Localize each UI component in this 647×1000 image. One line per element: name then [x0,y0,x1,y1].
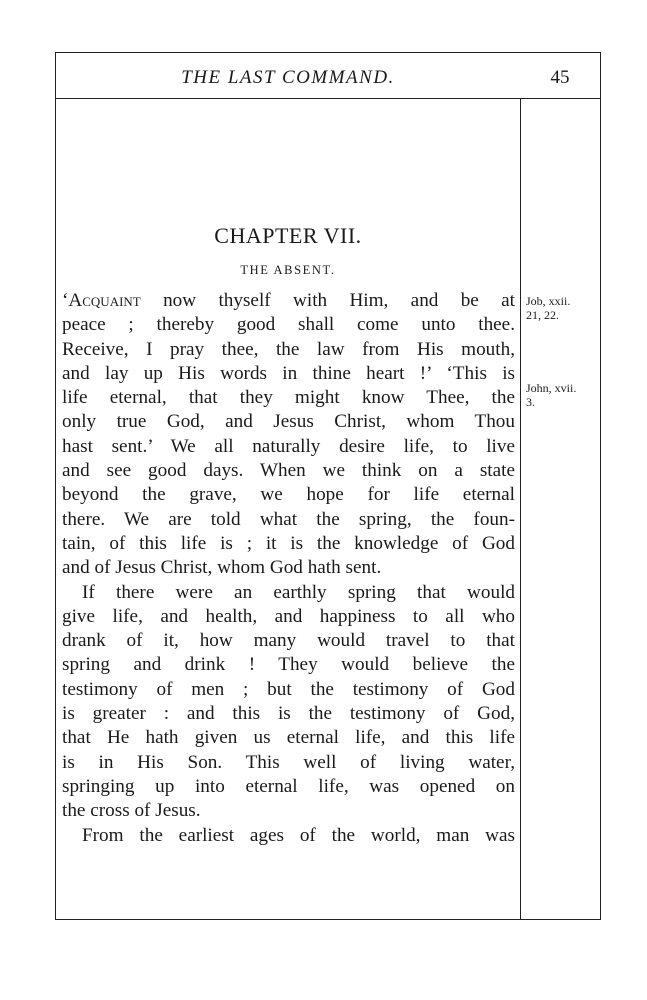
text-line: If there were an earthly spring that would [82,581,515,603]
margin-note-line: John, xvii. [526,381,577,395]
body-text [62,289,515,848]
text-line: beyond the grave, we hope for life eternal [62,484,515,506]
text-line: spring and drink ! They would believe the [62,654,515,676]
text-line: that He hath given us eternal life, and this life [62,727,515,749]
text-line: give life, and health, and happiness to all who [62,605,515,627]
text-line: there. We are told what the spring, the foun- [62,508,515,530]
section-title: THE ABSENT. [240,263,336,277]
text-line: is greater : and this is the testimony of God, [62,703,515,725]
chapter-title: CHAPTER VII. [214,223,362,248]
text-line: hast sent.’ We all naturally desire life, to live [62,435,515,457]
text-line [62,289,515,313]
text-line: and see good days. When we think on a state [62,460,515,482]
margin-note-job [526,294,600,322]
text-line: life eternal, that they might know Thee, the [62,387,515,409]
text-line: peace ; thereby good shall come unto thee. [62,314,515,336]
running-title: THE LAST COMMAND. [181,67,395,88]
text-line: Receive, I pray thee, the law from His mouth, [62,338,515,360]
margin-note-line: 21, 22. [526,308,559,322]
text-line: springing up into eternal life, was opened on [62,775,515,797]
margin-rule [520,98,521,919]
text-line: tain, of this life is ; it is the knowledge of God [62,532,515,554]
text-line-rest: now thyself with Him, and be at [140,290,515,311]
header-rule [56,98,600,99]
margin-note-line: 3. [526,395,535,409]
margin-note-john [526,381,600,409]
first-word: ‘Acquaint [62,290,141,311]
text-line: From the earliest ages of the world, man was [82,824,515,846]
text-line: testimony of men ; but the testimony of God [62,678,515,700]
page-frame [55,52,601,920]
text-line: drank of it, how many would travel to that [62,630,515,652]
text-line: and of Jesus Christ, whom God hath sent. [62,557,382,579]
text-line: the cross of Jesus. [62,800,201,822]
text-line: is in His Son. This well of living water, [62,751,515,773]
text-line: and lay up His words in thine heart !’ ‘This is [62,362,515,384]
text-line: only true God, and Jesus Christ, whom Thou [62,411,515,433]
page-number: 45 [550,67,570,88]
margin-note-line: Job, xxii. [526,294,571,308]
